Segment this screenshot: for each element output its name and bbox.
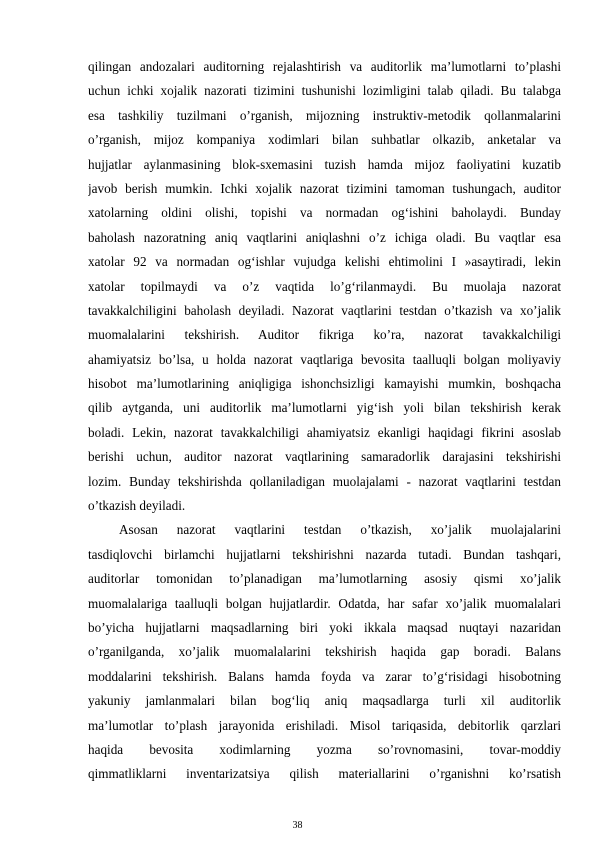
text-line: bo’yicha hujjatlarni maqsadlarning biri yoki ikkala maqsad nuqtayi nazaridan <box>88 619 561 635</box>
text-line: qilib aytganda, uni auditorlik ma’lumotlarni yig‘ish yoli bilan tekshirish kerak <box>88 400 561 416</box>
text-line: tavakkalchiligini baholash deyiladi. Nazorat vaqtlarini testdan o’tkazish va xo’jalik <box>88 302 561 318</box>
text-line-paragraph-end: o’tkazish deyiladi. <box>88 498 186 514</box>
text-line: esa tashkiliy tuzilmani o’rganish, mijozning instruktiv-metodik qollanmalarini <box>88 107 561 123</box>
text-line: o’rganish, mijoz kompaniya xodimlari bilan suhbatlar olkazib, anketalar va <box>88 132 561 148</box>
document-body <box>88 55 561 787</box>
text-line: hisobot ma’lumotlarining aniqligiga ishonchsizligi kamayishi mumkin, boshqacha <box>88 376 561 392</box>
text-line: auditorlar tomonidan to’planadigan ma’lumotlarning asosiy qismi xo’jalik <box>88 571 561 587</box>
text-line: o’rganilganda, xo’jalik muomalalarini tekshirish haqida gap boradi. Balans <box>88 644 561 660</box>
text-line: berishi uchun, auditor nazorat vaqtlarining samaradorlik darajasini tekshirishi <box>88 449 561 465</box>
text-line: yakuniy jamlanmalari bilan bog‘liq aniq maqsadlarga turli xil auditorlik <box>88 693 561 709</box>
text-line: boladi. Lekin, nazorat tavakkalchiligi ahamiyatsiz ekanligi haqidagi fikrini asoslab <box>88 424 561 440</box>
text-line: tasdiqlovchi birlamchi hujjatlarni tekshirishni nazarda tutadi. Bundan tashqari, <box>88 546 561 562</box>
text-line: xatolar topilmaydi va o’z vaqtida lo’g‘rilanmaydi. Bu muolaja nazorat <box>88 278 561 294</box>
text-line: xatolarning oldini olishi, topishi va normadan og‘ishini baholaydi. Bunday <box>88 205 561 221</box>
text-line: uchun ichki xojalik nazorati tizimini tushunishi lozimligini talab qiladi. Bu talabga <box>88 83 561 99</box>
text-line: qilingan andozalari auditorning rejalashtirish va auditorlik ma’lumotlarni to’plashi <box>88 59 561 74</box>
page-number: 38 <box>292 820 303 831</box>
text-line: lozim. Bunday tekshirishda qollaniladigan muolajalami - nazorat vaqtlarini testdan <box>88 473 561 489</box>
text-line: qimmatliklarni inventarizatsiya qilish materiallarini o’rganishni ko’rsatish <box>88 766 561 782</box>
text-line-paragraph-start: Asosan nazorat vaqtlarini testdan o’tkazish, xo’jalik muolajalarini <box>119 522 561 538</box>
text-line: ahamiyatsiz bo’lsa, u holda nazorat vaqtlariga bevosita taalluqli bolgan moliyaviy <box>88 351 561 367</box>
text-line: haqida bevosita xodimlarning yozma so’rovnomasini, tovar-moddiy <box>88 741 561 757</box>
text-line: muomalalariga taalluqli bolgan hujjatlardir. Odatda, har safar xo’jalik muomalalari <box>88 595 561 611</box>
text-line: moddalarini tekshirish. Balans hamda foyda va zarar to’g‘risidagi hisobotning <box>88 668 561 684</box>
text-line: ma’lumotlar to’plash jarayonida erishiladi. Misol tariqasida, debitorlik qarzlari <box>88 717 561 733</box>
text-line: baholash nazoratning aniq vaqtlarini aniqlashni o’z ichiga oladi. Bu vaqtlar esa <box>88 229 561 245</box>
text-line: xatolar 92 va normadan og‘ishlar vujudga kelishi ehtimolini I »asaytiradi, lekin <box>88 254 561 270</box>
text-line: javob berish mumkin. Ichki xojalik nazorat tizimini tamoman tushungach, auditor <box>88 180 561 196</box>
text-line: hujjatlar aylanmasining blok-sxemasini tuzish hamda mijoz faoliyatini kuzatib <box>88 156 561 172</box>
text-line: muomalalarini tekshirish. Auditor fikriga ko’ra, nazorat tavakkalchiligi <box>88 327 561 343</box>
